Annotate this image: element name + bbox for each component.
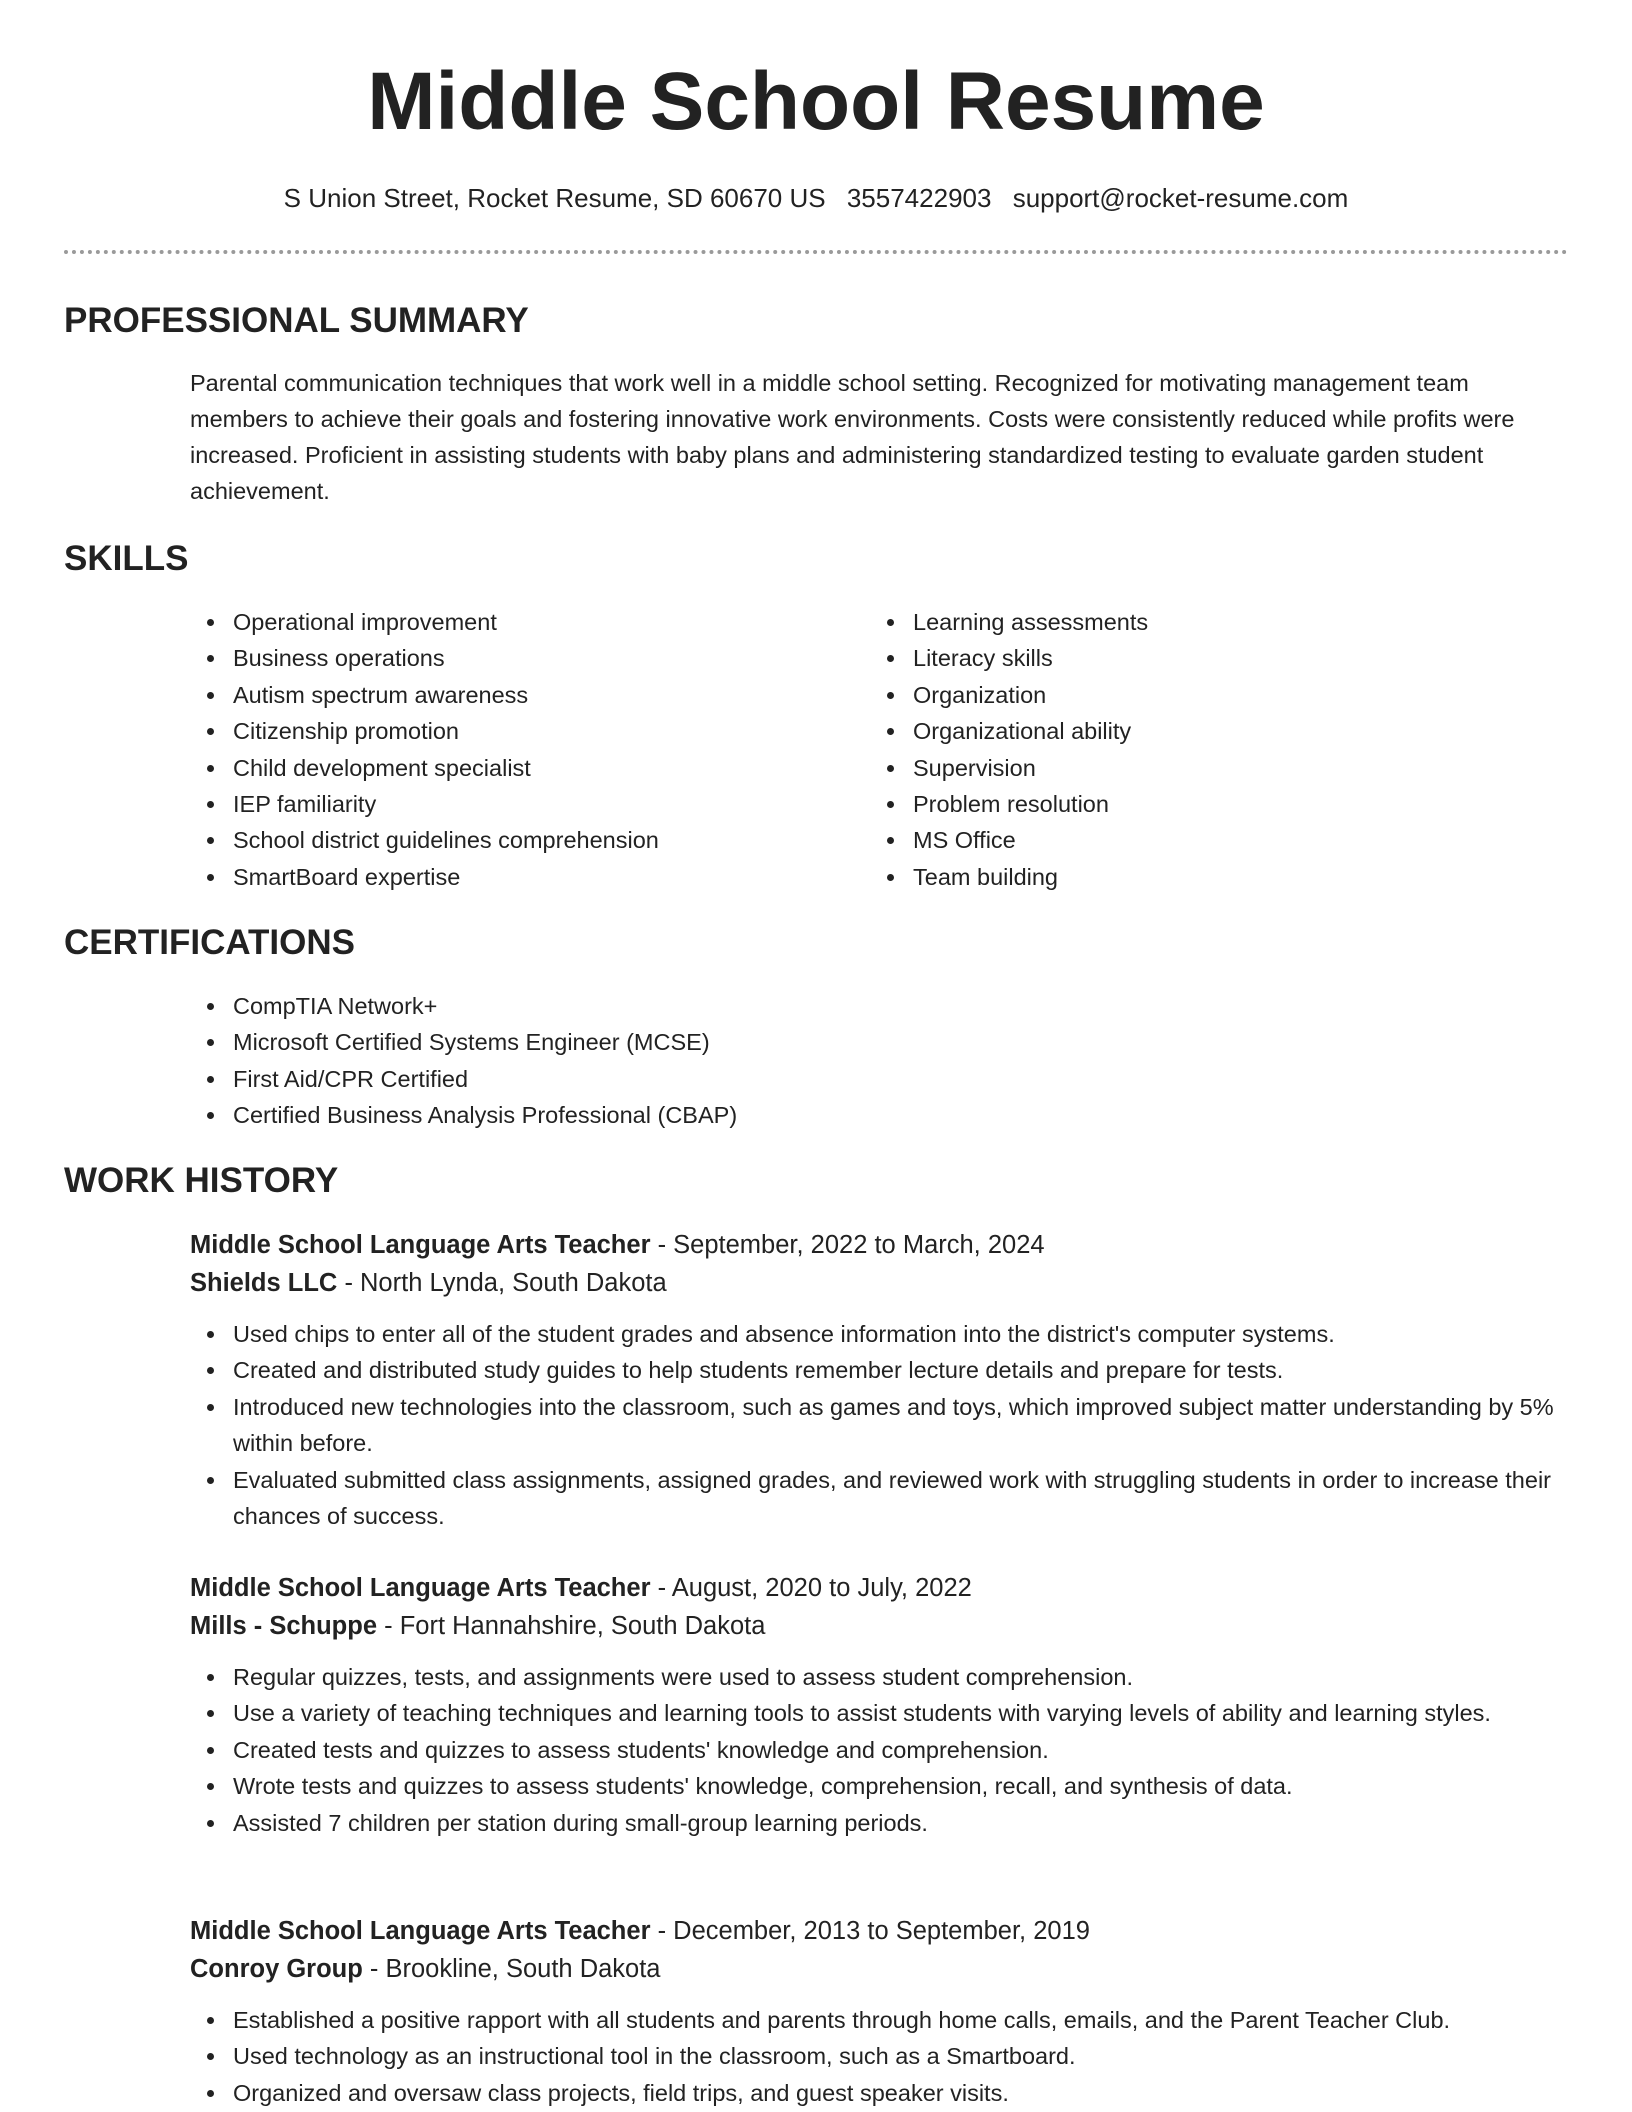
job-role: Middle School Language Arts Teacher xyxy=(190,1574,651,1602)
list-item: Wrote tests and quizzes to assess students' knowledge, comprehension, recall, and synthesis of data. xyxy=(190,1768,1565,1804)
job-company: Shields LLC xyxy=(190,1269,338,1297)
job-entry xyxy=(190,1569,1565,1841)
list-item: First Aid/CPR Certified xyxy=(190,1061,1565,1097)
job-location: - Brookline, South Dakota xyxy=(362,1955,661,1983)
header-divider xyxy=(64,250,1568,254)
job-location: - Fort Hannahshire, South Dakota xyxy=(377,1612,766,1640)
job-role: Middle School Language Arts Teacher xyxy=(190,1231,651,1259)
list-item: Literacy skills xyxy=(870,640,1510,676)
skills-list-right xyxy=(870,604,1510,895)
list-item: CompTIA Network+ xyxy=(190,988,1565,1024)
job-company-line xyxy=(190,1607,1565,1645)
job-company-line xyxy=(190,1264,1565,1302)
list-item: Citizenship promotion xyxy=(190,713,830,749)
job-title-line xyxy=(190,1226,1565,1264)
list-item: Operational improvement xyxy=(190,604,830,640)
job-location: - North Lynda, South Dakota xyxy=(337,1269,667,1297)
list-item: Used technology as an instructional tool in the classroom, such as a Smartboard. xyxy=(190,2038,1565,2074)
job-company: Conroy Group xyxy=(190,1955,363,1983)
job-company-line xyxy=(190,1950,1565,1988)
skills-column-right xyxy=(870,604,1510,895)
job-entry xyxy=(190,1912,1565,2111)
resume-name: Middle School Resume xyxy=(367,56,1265,147)
job-dates: - September, 2022 to March, 2024 xyxy=(650,1231,1045,1259)
contact-email: support@rocket-resume.com xyxy=(1012,183,1349,213)
list-item: Introduced new technologies into the classroom, such as games and toys, which improved subject matter understanding by 5% within before. xyxy=(190,1389,1565,1462)
list-item: SmartBoard expertise xyxy=(190,859,830,895)
certifications-list xyxy=(190,988,1565,1134)
section-title-summary: PROFESSIONAL SUMMARY xyxy=(64,301,529,340)
skills-block xyxy=(190,604,1565,904)
list-item: Use a variety of teaching techniques and learning tools to assist students with varying levels of ability and learning styles. xyxy=(190,1695,1565,1731)
contact-line xyxy=(64,180,1568,216)
section-title-work-history: WORK HISTORY xyxy=(64,1161,339,1200)
list-item: Learning assessments xyxy=(870,604,1510,640)
list-item: IEP familiarity xyxy=(190,786,830,822)
list-item: Organized and oversaw class projects, field trips, and guest speaker visits. xyxy=(190,2075,1565,2111)
job-title-line xyxy=(190,1569,1565,1607)
list-item: Problem resolution xyxy=(870,786,1510,822)
list-item: Organizational ability xyxy=(870,713,1510,749)
list-item: MS Office xyxy=(870,822,1510,858)
section-title-certifications: CERTIFICATIONS xyxy=(64,923,356,962)
job-bullets xyxy=(190,2002,1565,2111)
list-item: Microsoft Certified Systems Engineer (MCSE) xyxy=(190,1024,1565,1060)
job-entry xyxy=(190,1226,1565,1534)
skills-list-left xyxy=(190,604,830,895)
job-dates: - December, 2013 to September, 2019 xyxy=(650,1917,1090,1945)
list-item: Used chips to enter all of the student grades and absence information into the district's computer systems. xyxy=(190,1316,1565,1352)
job-dates: - August, 2020 to July, 2022 xyxy=(650,1574,972,1602)
list-item: Created and distributed study guides to help students remember lecture details and prepare for tests. xyxy=(190,1352,1565,1388)
job-bullets xyxy=(190,1316,1565,1534)
list-item: Child development specialist xyxy=(190,750,830,786)
list-item: Team building xyxy=(870,859,1510,895)
list-item: Supervision xyxy=(870,750,1510,786)
job-title-line xyxy=(190,1912,1565,1950)
job-company: Mills - Schuppe xyxy=(190,1612,378,1640)
summary-block xyxy=(190,365,1565,509)
list-item: Autism spectrum awareness xyxy=(190,677,830,713)
summary-text: Parental communication techniques that work well in a middle school setting. Recognized for motivating management team members to achieve their goals and fostering innovative work environments. Costs were consistently reduced while profits were increased. Proficient in assisting students with baby plans and administering standardized testing to evaluate garden student achievement. xyxy=(190,370,1515,504)
list-item: Evaluated submitted class assignments, assigned grades, and reviewed work with struggling students in order to increase their chances of success. xyxy=(190,1462,1565,1535)
list-item: Business operations xyxy=(190,640,830,676)
skills-column-left xyxy=(190,604,830,895)
job-bullets xyxy=(190,1659,1565,1841)
section-title-skills: SKILLS xyxy=(64,539,189,578)
certifications-block xyxy=(190,988,1565,1134)
list-item: Assisted 7 children per station during small-group learning periods. xyxy=(190,1805,1565,1841)
list-item: School district guidelines comprehension xyxy=(190,822,830,858)
list-item: Certified Business Analysis Professional (CBAP) xyxy=(190,1097,1565,1133)
job-role: Middle School Language Arts Teacher xyxy=(190,1917,651,1945)
list-item: Organization xyxy=(870,677,1510,713)
contact-phone: 3557422903 xyxy=(846,183,992,213)
contact-address: S Union Street, Rocket Resume, SD 60670 US xyxy=(283,183,826,213)
list-item: Created tests and quizzes to assess students' knowledge and comprehension. xyxy=(190,1732,1565,1768)
list-item: Regular quizzes, tests, and assignments were used to assess student comprehension. xyxy=(190,1659,1565,1695)
list-item: Established a positive rapport with all students and parents through home calls, emails, and the Parent Teacher Club. xyxy=(190,2002,1565,2038)
